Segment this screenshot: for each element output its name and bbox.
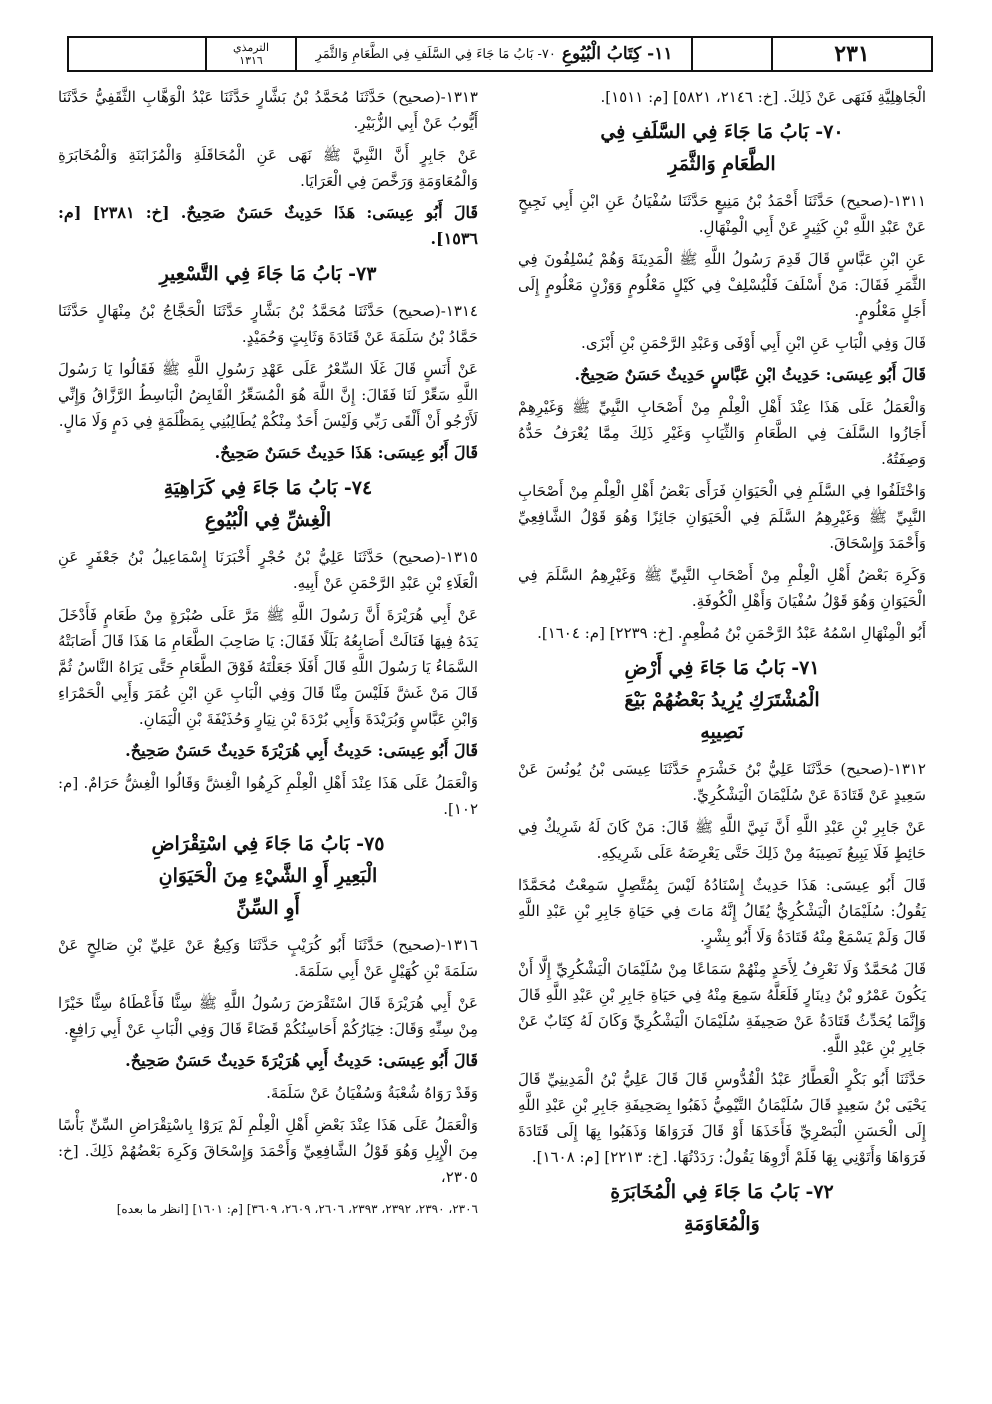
heading-line: الْغِشِّ فِي الْبُيُوعِ bbox=[204, 509, 332, 531]
source-name: الترمذي bbox=[232, 41, 270, 54]
chapter-heading-71 bbox=[518, 652, 926, 748]
hadith-matn: عَنِ ابْنِ عَبَّاسٍ قَالَ قَدِمَ رَسُولُ اللَّهِ ﷺ الْمَدِينَةَ وَهُمْ يُسْلِفُونَ فِي الثَّمَرِ فَقَالَ: مَنْ أَسْلَفَ فَلْيُسْلِفْ فِي كَيْلٍ مَعْلُومٍ وَوَزْنٍ مَعْلُومٍ إِلَى أَجَلٍ مَعْلُومٍ. bbox=[518, 250, 926, 320]
chapter-heading-75 bbox=[58, 828, 478, 924]
chapter-heading-73 bbox=[58, 258, 478, 290]
grading: قَالَ أَبُو عِيسَى: حَدِيثُ أَبِي هُرَيْرَةَ حَدِيثٌ حَسَنٌ صَحِيحٌ. bbox=[125, 1051, 478, 1070]
heading-line: الطَّعَامِ وَالثَّمَرِ bbox=[668, 153, 776, 175]
paragraph: الْجَاهِلِيَّةِ فَنَهَى عَنْ ذَلِكَ. [خ: ٢١٤٦، ٥٨٢١] [م: ١٥١١]. bbox=[600, 88, 926, 106]
running-title bbox=[295, 38, 691, 70]
paragraph: وَقَدْ رَوَاهُ شُعْبَةُ وَسُفْيَانُ عَنْ سَلَمَةَ. bbox=[266, 1084, 478, 1102]
heading-line: ٧٠- بَابُ مَا جَاءَ فِي السَّلَفِ فِي bbox=[600, 121, 844, 143]
chapter-title: ٧٠- بَابُ مَا جَاءَ فِي السَّلَفِ فِي الطَّعَامِ وَالثَّمَرِ bbox=[315, 46, 556, 62]
heading-line: ٧٤- بَابُ مَا جَاءَ فِي كَرَاهِيَةِ bbox=[163, 477, 373, 499]
paragraph: وَاخْتَلَفُوا فِي السَّلَمِ فِي الْحَيَوَانِ فَرَأَى بَعْضُ أَهْلِ الْعِلْمِ مِنْ أَصْحَابِ النَّبِيِّ ﷺ وَغَيْرِهِمُ السَّلَمَ فِي الْحَيَوَانِ جَائِزًا وَهُوَ قَوْلُ الشَّافِعِيِّ وَأَحْمَدَ وَإِسْحَاقَ. bbox=[518, 482, 926, 552]
grading: قَالَ أَبُو عِيسَى: حَدِيثُ ابْنِ عَبَّاسٍ حَدِيثٌ حَسَنٌ صَحِيحٌ. bbox=[574, 365, 926, 384]
hadith-isnad: ١٣١٢-(صحيح) حَدَّثَنَا عَلِيُّ بْنُ خَشْرَمٍ حَدَّثَنَا عِيسَى بْنُ يُونُسَ عَنْ سَعِيدٍ عَنْ قَتَادَةَ عَنْ سُلَيْمَانَ الْيَشْكُرِيِّ. bbox=[518, 760, 926, 804]
hadith-matn: عَنْ جَابِرِ بْنِ عَبْدِ اللَّهِ أَنَّ نَبِيَّ اللَّهِ ﷺ قَالَ: مَنْ كَانَ لَهُ شَرِيكٌ فِي حَائِطٍ فَلَا يَبِيعُ نَصِيبَهُ مِنْ ذَلِكَ حَتَّى يَعْرِضَهُ عَلَى شَرِيكِهِ. bbox=[518, 818, 926, 862]
right-column bbox=[518, 84, 926, 1384]
paragraph: حَدَّثَنَا أَبُو بَكْرٍ الْعَطَّارُ عَبْدُ الْقُدُّوسِ قَالَ قَالَ عَلِيُّ بْنُ الْمَدِينِيِّ قَالَ يَحْيَى بْنُ سَعِيدٍ قَالَ سُلَيْمَانُ التَّيْمِيُّ ذَهَبُوا بِصَحِيفَةِ جَابِرِ بْنِ عَبْدِ اللَّهِ إِلَى الْحَسَنِ الْبَصْرِيِّ فَأَخَذَهَا أَوْ قَالَ فَرَوَاهَا وَذَهَبُوا بِهَا إِلَى قَتَادَةَ فَرَوَاهَا وَأَتَوْنِي بِهَا فَلَمْ أَرْوِهَا يَقُولُ: رَدَدْتُهَا. [خ: ٢٢١٣] [م: ١٦٠٨]. bbox=[518, 1070, 926, 1166]
book-title: ١١- كِتَابُ الْبُيُوعِ bbox=[561, 44, 673, 64]
chapter-heading-74 bbox=[58, 472, 478, 536]
hadith-matn: عَنْ أَبِي هُرَيْرَةَ أَنَّ رَسُولَ اللَّهِ ﷺ مَرَّ عَلَى صُبْرَةٍ مِنْ طَعَامٍ فَأَدْخَلَ يَدَهُ فِيهَا فَنَالَتْ أَصَابِعُهُ بَلَلًا فَقَالَ: يَا صَاحِبَ الطَّعَامِ مَا هَذَا قَالَ أَصَابَتْهُ السَّمَاءُ يَا رَسُولَ اللَّهِ قَالَ أَفَلَا جَعَلْتَهُ فَوْقَ الطَّعَامِ حَتَّى يَرَاهُ النَّاسُ ثُمَّ قَالَ مَنْ غَشَّ فَلَيْسَ مِنَّا قَالَ وَفِي الْبَابِ عَنِ ابْنِ عُمَرَ وَأَبِي الْحَمْرَاءِ وَابْنِ عَبَّاسٍ وَبُرَيْدَةَ وَأَبِي بُرْدَةَ بْنِ نِيَارٍ وَحُذَيْفَةَ بْنِ الْيَمَانِ. bbox=[58, 606, 478, 728]
grading: قَالَ أَبُو عِيسَى: هَذَا حَدِيثٌ إِسْنَادُهُ لَيْسَ بِمُتَّصِلٍ سَمِعْتُ مُحَمَّدًا يَقُولُ: سُلَيْمَانُ الْيَشْكُرِيُّ يُقَالُ إِنَّهُ مَاتَ فِي حَيَاةِ جَابِرِ بْنِ عَبْدِ اللَّهِ قَالَ وَلَمْ يَسْمَعْ مِنْهُ قَتَادَةُ وَلَا أَبُو بِشْرٍ. bbox=[518, 876, 926, 946]
grading: قَالَ أَبُو عِيسَى: هَذَا حَدِيثٌ حَسَنٌ صَحِيحٌ. [خ: ٢٣٨١] [م: ١٥٣٦]. bbox=[58, 203, 478, 248]
heading-line: ٧٢- بَابُ مَا جَاءَ فِي الْمُخَابَرَةِ bbox=[610, 1181, 834, 1203]
source-label bbox=[205, 38, 295, 70]
header-spacer bbox=[691, 38, 771, 70]
paragraph: وَالْعَمَلُ عَلَى هَذَا عِنْدَ بَعْضِ أَهْلِ الْعِلْمِ لَمْ يَرَوْا بِاسْتِقْرَاضِ السِّنِّ بَأْسًا مِنَ الْإِبِلِ وَهُوَ قَوْلُ الشَّافِعِيِّ وَأَحْمَدَ وَإِسْحَاقَ وَكَرِهَ بَعْضُهُمْ ذَلِكَ. [خ: ٢٣٠٥، bbox=[58, 1116, 478, 1186]
paragraph: قَالَ وَفِي الْبَابِ عَنِ ابْنِ أَبِي أَوْفَى وَعَبْدِ الرَّحْمَنِ بْنِ أَبْزَى. bbox=[581, 334, 926, 352]
hadith-isnad: ١٣١٥-(صحيح) حَدَّثَنَا عَلِيُّ بْنُ حُجْرٍ أَخْبَرَنَا إِسْمَاعِيلُ بْنُ جَعْفَرٍ عَنِ الْعَلَاءِ بْنِ عَبْدِ الرَّحْمَنِ عَنْ أَبِيهِ. bbox=[58, 548, 478, 592]
paragraph: قَالَ مُحَمَّدٌ وَلَا نَعْرِفُ لِأَحَدٍ مِنْهُمْ سَمَاعًا مِنْ سُلَيْمَانَ الْيَشْكُرِيِّ إِلَّا أَنْ يَكُونَ عَمْرُو بْنُ دِينَارٍ فَلَعَلَّهُ سَمِعَ مِنْهُ فِي حَيَاةِ جَابِرِ بْنِ عَبْدِ اللَّهِ قَالَ وَإِنَّمَا يُحَدِّثُ قَتَادَةُ عَنْ صَحِيفَةِ سُلَيْمَانَ الْيَشْكُرِيِّ وَكَانَ لَهُ كِتَابٌ عَنْ جَابِرِ بْنِ عَبْدِ اللَّهِ. bbox=[518, 960, 926, 1056]
page-number: ٢٣١ bbox=[771, 38, 931, 70]
hadith-isnad: ١٣١٤-(صحيح) حَدَّثَنَا مُحَمَّدُ بْنُ بَشَّارٍ حَدَّثَنَا الْحَجَّاجُ بْنُ مِنْهَالٍ حَدَّثَنَا حَمَّادُ بْنُ سَلَمَةَ عَنْ قَتَادَةَ وَثَابِتٍ وَحُمَيْدٍ. bbox=[58, 302, 478, 346]
page-header bbox=[67, 36, 933, 72]
header-empty-cell bbox=[69, 38, 205, 70]
references: ٢٣٠٦، ٢٣٩٠، ٢٣٩٢، ٢٣٩٣، ٢٦٠٦، ٢٦٠٩، ٣٦٠٩] [م: ١٦٠١] [انظر ما بعده] bbox=[116, 1202, 478, 1216]
chapter-heading-72 bbox=[518, 1176, 926, 1240]
paragraph: وَالْعَمَلُ عَلَى هَذَا عِنْدَ أَهْلِ الْعِلْمِ مِنْ أَصْحَابِ النَّبِيِّ ﷺ وَغَيْرِهِمْ أَجَازُوا السَّلَفَ فِي الطَّعَامِ وَالثِّيَابِ وَغَيْرِ ذَلِكَ مِمَّا يُعْرَفُ حَدُّهُ وَصِفَتُهُ. bbox=[518, 398, 926, 468]
paragraph: وَكَرِهَ بَعْضُ أَهْلِ الْعِلْمِ مِنْ أَصْحَابِ النَّبِيِّ ﷺ وَغَيْرِهِمُ السَّلَمَ فِي الْحَيَوَانِ وَهُوَ قَوْلُ سُفْيَانَ وَأَهْلِ الْكُوفَةِ. bbox=[518, 566, 926, 610]
chapter-heading-70 bbox=[518, 116, 926, 180]
heading-line: أَوِ السِّنِّ bbox=[236, 897, 300, 919]
grading: قَالَ أَبُو عِيسَى: هَذَا حَدِيثٌ حَسَنٌ صَحِيحٌ. bbox=[214, 443, 478, 462]
left-column bbox=[58, 84, 478, 1404]
heading-line: الْبَعِيرِ أَوِ الشَّيْءِ مِنَ الْحَيَوَانِ bbox=[158, 865, 378, 887]
hadith-isnad: ١٣١٣-(صحيح) حَدَّثَنَا مُحَمَّدُ بْنُ بَشَّارٍ حَدَّثَنَا عَبْدُ الْوَهَّابِ الثَّقَفِيُّ حَدَّثَنَا أَيُّوبُ عَنْ أَبِي الزُّبَيْرِ. bbox=[58, 88, 478, 132]
heading-line: نَصِيبِهِ bbox=[700, 721, 744, 743]
heading-line: وَالْمُعَاوَمَةِ bbox=[684, 1213, 760, 1235]
paragraph: وَالْعَمَلُ عَلَى هَذَا عِنْدَ أَهْلِ الْعِلْمِ كَرِهُوا الْغِشَّ وَقَالُوا الْغِشُّ حَرَامٌ. [م: ١٠٢]. bbox=[58, 774, 478, 818]
heading-line: ٧٣- بَابُ مَا جَاءَ فِي التَّسْعِيرِ bbox=[159, 263, 377, 285]
source-year: ١٣١٦ bbox=[239, 54, 263, 67]
paragraph: أَبُو الْمِنْهَالِ اسْمُهُ عَبْدُ الرَّحْمَنِ بْنُ مُطْعِمٍ. [خ: ٢٢٣٩] [م: ١٦٠٤]. bbox=[537, 624, 926, 642]
hadith-matn: عَنْ أَنَسٍ قَالَ غَلَا السِّعْرُ عَلَى عَهْدِ رَسُولِ اللَّهِ ﷺ فَقَالُوا يَا رَسُولَ اللَّهِ سَعِّرْ لَنَا فَقَالَ: إِنَّ اللَّهَ هُوَ الْمُسَعِّرُ الْقَابِضُ الْبَاسِطُ الرَّزَّاقُ وَإِنِّي لَأَرْجُو أَنْ أَلْقَى رَبِّي وَلَيْسَ أَحَدٌ مِنْكُمْ يُطَالِبُنِي بِمَظْلَمَةٍ فِي دَمٍ وَلَا مَالٍ. bbox=[58, 360, 478, 430]
hadith-isnad: ١٣١٦-(صحيح) حَدَّثَنَا أَبُو كُرَيْبٍ حَدَّثَنَا وَكِيعٌ عَنْ عَلِيِّ بْنِ صَالِحٍ عَنْ سَلَمَةَ بْنِ كُهَيْلٍ عَنْ أَبِي سَلَمَةَ. bbox=[58, 936, 478, 980]
heading-line: ٧١- بَابُ مَا جَاءَ فِي أَرْضِ bbox=[624, 657, 820, 679]
hadith-matn: عَنْ جَابِرٍ أَنَّ النَّبِيَّ ﷺ نَهَى عَنِ الْمُحَاقَلَةِ وَالْمُزَابَنَةِ وَالْمُخَابَرَةِ وَالْمُعَاوَمَةِ وَرَخَّصَ فِي الْعَرَايَا. bbox=[58, 146, 478, 190]
grading: قَالَ أَبُو عِيسَى: حَدِيثُ أَبِي هُرَيْرَةَ حَدِيثٌ حَسَنٌ صَحِيحٌ. bbox=[125, 741, 478, 760]
heading-line: ٧٥- بَابُ مَا جَاءَ فِي اسْتِقْرَاضِ bbox=[151, 833, 385, 855]
hadith-isnad: ١٣١١-(صحيح) حَدَّثَنَا أَحْمَدُ بْنُ مَنِيعٍ حَدَّثَنَا سُفْيَانُ عَنِ ابْنِ أَبِي نَجِيحٍ عَنْ عَبْدِ اللَّهِ بْنِ كَثِيرٍ عَنْ أَبِي الْمِنْهَالِ. bbox=[518, 192, 926, 236]
heading-line: الْمُشْتَرَكِ يُرِيدُ بَعْضُهُمْ بَيْعَ bbox=[624, 689, 820, 711]
hadith-matn: عَنْ أَبِي هُرَيْرَةَ قَالَ اسْتَقْرَضَ رَسُولُ اللَّهِ ﷺ سِنًّا فَأَعْطَاهُ سِنًّا خَيْرًا مِنْ سِنِّهِ وَقَالَ: خِيَارُكُمْ أَحَاسِنُكُمْ قَضَاءً قَالَ وَفِي الْبَابِ عَنْ أَبِي رَافِعٍ. bbox=[58, 994, 478, 1038]
